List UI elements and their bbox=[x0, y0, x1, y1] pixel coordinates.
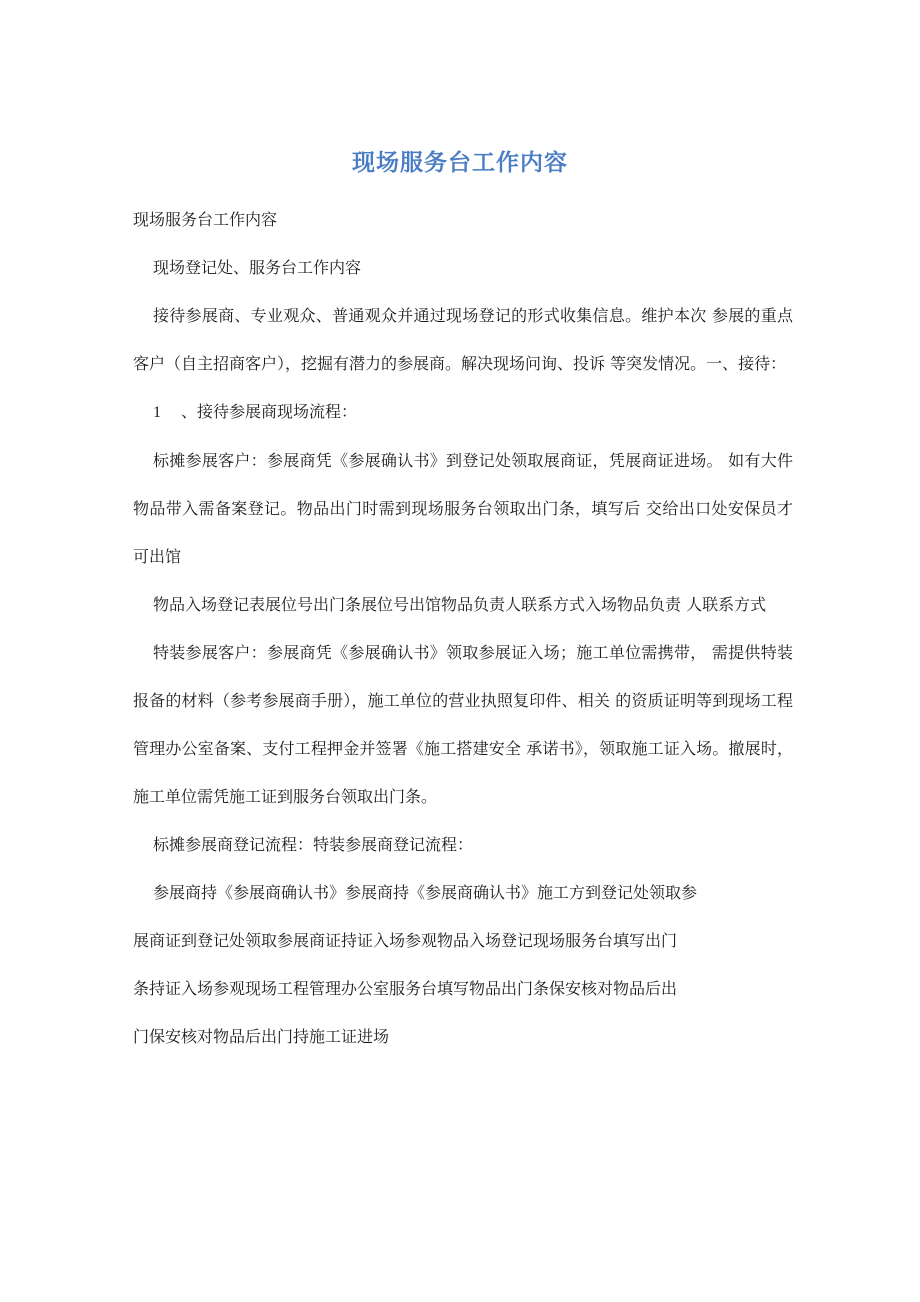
standard-booth-paragraph: 标摊参展客户：参展商凭《参展确认书》到登记处领取展商证，凭展商证进场。 如有大件物品带入需备案登记。物品出门时需到现场服务台领取出门条，填写后 交给出口处安保员才可出馆 bbox=[133, 451, 793, 566]
table-fields-paragraph: 物品入场登记表展位号出门条展位号出馆物品负责人联系方式入场物品负责 人联系方式 bbox=[153, 595, 767, 614]
list-item-text: 、接待参展商现场流程： bbox=[181, 402, 358, 421]
document-body bbox=[133, 196, 793, 1061]
section-heading: 现场登记处、服务台工作内容 bbox=[153, 258, 362, 277]
subtitle-paragraph: 现场服务台工作内容 bbox=[133, 210, 278, 229]
flow-line: 展商证到登记处领取参展商证持证入场参观物品入场登记现场服务台填写出门 bbox=[133, 931, 678, 950]
flow-line: 门保安核对物品后出门持施工证进场 bbox=[133, 1027, 390, 1046]
list-item-1 bbox=[133, 388, 793, 437]
flow-line: 条持证入场参观现场工程管理办公室服务台填写物品出门条保安核对物品后出 bbox=[133, 979, 678, 998]
special-booth-paragraph: 特装参展客户：参展商凭《参展确认书》领取参展证入场；施工单位需携带， 需提供特装报备的材料（参考参展商手册），施工单位的营业执照复印件、相关 的资质证明等到现场工程管理办公室备案、支付工程押金并签署《施工搭建安全 承诺书》，领取施工证入场。撤展时，施工单位需凭施工证到服务台领取出门条。 bbox=[133, 643, 793, 806]
flow-block bbox=[133, 869, 793, 1061]
flow-line: 参展商持《参展商确认书》参展商持《参展商确认书》施工方到登记处领取参 bbox=[153, 883, 698, 902]
list-item-number: 1 bbox=[153, 404, 161, 421]
document-title: 现场服务台工作内容 bbox=[352, 150, 568, 176]
flow-heading: 标摊参展商登记流程：特装参展商登记流程： bbox=[153, 835, 474, 854]
intro-paragraph: 接待参展商、专业观众、普通观众并通过现场登记的形式收集信息。维护本次 参展的重点客户（自主招商客户），挖掘有潜力的参展商。解决现场问询、投诉 等突发情况。一、接待： bbox=[133, 306, 793, 373]
